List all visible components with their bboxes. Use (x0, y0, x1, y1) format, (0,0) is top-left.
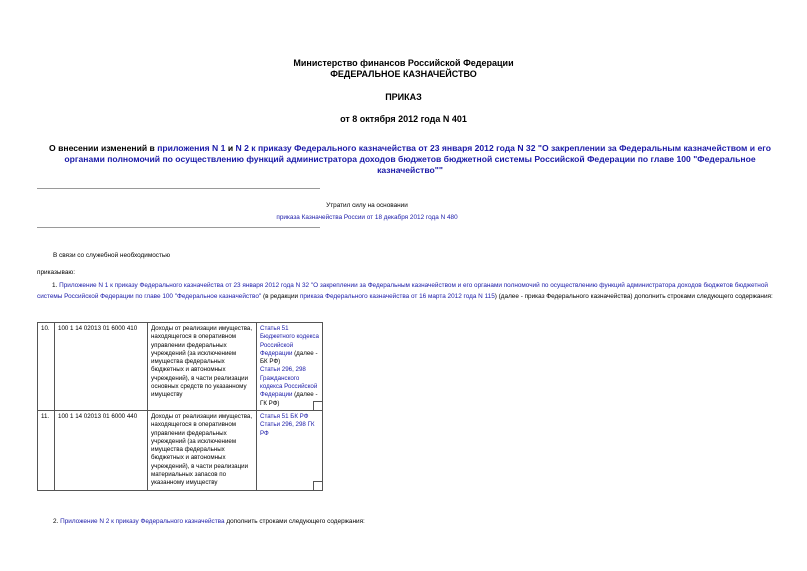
divider-bottom (37, 227, 320, 228)
budget-code: 100 1 14 02013 01 6000 410 (55, 323, 148, 411)
repeal-order-link[interactable]: приказа Казначейства России от 18 декабря 2012 года N 480 (276, 214, 458, 221)
income-description: Доходы от реализации имущества, находящегося в оперативном управлении федеральных учреждений (за исключением имущества федеральных бюджетных и автономных учреждений), в части реализации основных средств по указанному имуществу (148, 323, 257, 411)
intro-text: В связи со служебной необходимостью (53, 252, 171, 259)
document-date-number: от 8 октября 2012 года N 401 (340, 114, 467, 124)
legal-basis-link[interactable]: Статьи 296, 298 Гражданского кодекса Российской Федерации (260, 366, 318, 399)
title-link-appendix-1[interactable]: приложения N 1 (157, 143, 226, 153)
document-type: ПРИКАЗ (385, 92, 422, 102)
legal-basis (257, 410, 323, 490)
budget-code: 100 1 14 02013 01 6000 440 (55, 410, 148, 490)
item-1-paragraph: 1. Приложение N 1 к приказу Федерального казначейства от 23 января 2012 года N 32 "О закреплении за Федеральным казначейством и его органами полномочий по осуществлению функций администратора доходов бюджетов бюджетной системы Российской Федерации по главе 100 "Федеральное казначейство" (в редакции приказа Федерального казначейства от 16 марта 2012 года N 115) (далее - приказ Федерального казначейства) дополнить строками следующего содержания: (37, 282, 773, 300)
agency-name: ФЕДЕРАЛЬНОЕ КАЗНАЧЕЙСТВО (330, 69, 477, 79)
legal-basis-link[interactable]: Статья 51 БК РФ (260, 412, 309, 420)
legal-basis: Статья 51 Бюджетного кодекса Российской Федерации (далее - БК РФ) Статьи 296, 298 Гражданского кодекса Российской Федерации (далее - ГК РФ) (257, 323, 323, 411)
table-row (38, 323, 323, 411)
cell-marker (313, 481, 322, 490)
item-1-link-appendix[interactable]: Приложение N 1 к приказу Федерального казначейства от 23 января 2012 года N 32 "О закреплении за Федеральным казначейством и его органами полномочий по осуществлению функций администратора доходов бюджетов бюджетной системы Российской Федерации по главе 100 "Федеральное казначейство" (37, 282, 768, 300)
table-row (38, 410, 323, 490)
item-2-paragraph: 2. Приложение N 2 к приказу Федерального казначейства дополнить строками следующего содержания: (53, 518, 365, 525)
item-2-link-appendix[interactable]: Приложение N 2 к приказу Федерального казначейства (60, 518, 225, 525)
ministry-name: Министерство финансов Российской Федерации (293, 58, 514, 68)
item-1-link-revision[interactable]: приказа Федерального казначейства от 16 марта 2012 года N 115 (299, 293, 495, 300)
repeal-notice (37, 201, 697, 223)
income-description: Доходы от реализации имущества, находящегося в оперативном управлении федеральных учреждений (за исключением имущества федеральных бюджетных и автономных учреждений), в части реализации материальных запасов по указанному имуществу (148, 410, 257, 490)
order-word: приказываю: (37, 269, 75, 276)
legal-basis-link[interactable]: Статья 51 Бюджетного кодекса Российской Федерации (260, 325, 319, 357)
title-link-appendix-2[interactable]: N 2 к приказу Федерального казначейства от 23 января 2012 года N 32 "О закреплении за Федеральным казначейством и его органами полномочий по осуществлению функций администратора доходов бюджетов бюджетной системы Российской Федерации по главе 100 "Федеральное казначейство"" (64, 143, 771, 175)
divider-top (37, 188, 320, 189)
cell-marker (313, 401, 322, 410)
repeal-notice-text: Утратил силу на основании (326, 202, 408, 209)
legal-basis-link[interactable]: Статьи 296, 298 ГК РФ (260, 421, 315, 437)
document-title: О внесении изменений в приложения N 1 и N 2 к приказу Федерального казначейства от 23 января 2012 года N 32 "О закреплении за Федеральным казначейством и его органами полномочий по осуществлению функций администратора доходов бюджетов бюджетной системы Российской Федерации по главе 100 "Федеральное казначейство"" (49, 143, 771, 175)
row-number: 11. (38, 410, 55, 490)
appendix-1-table (37, 322, 323, 491)
row-number: 10. (38, 323, 55, 411)
